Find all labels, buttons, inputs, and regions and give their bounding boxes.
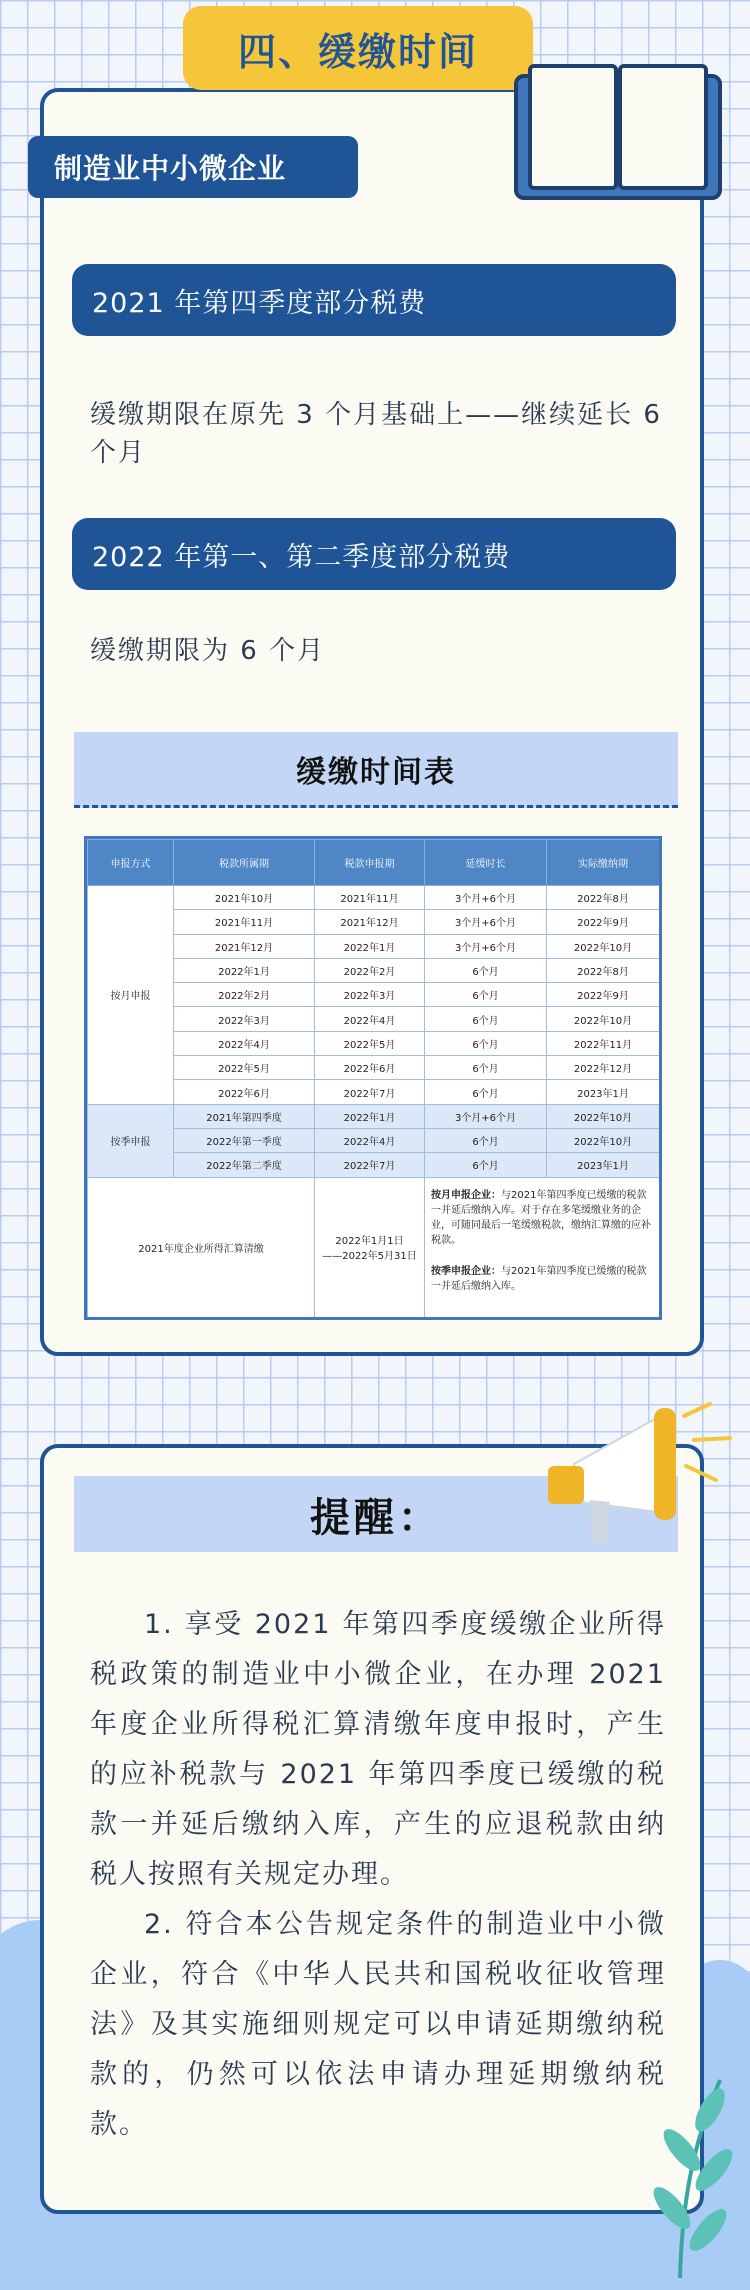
annual-period-cell: [315, 1177, 425, 1317]
table-cell: 6个月: [425, 1128, 547, 1152]
table-cell: 2022年7月: [315, 1153, 425, 1177]
note-quarterly-title: 按季申报企业：: [431, 1265, 501, 1277]
note-quarterly-text: 与2021年第四季度已缓缴的税款一并延后缴纳入库。: [431, 1265, 647, 1292]
table-cell: 2021年第四季度: [174, 1104, 315, 1128]
schedule-table-title: 缓缴时间表: [74, 732, 678, 808]
table-row: [88, 910, 660, 934]
table-cell: 2022年第二季度: [174, 1153, 315, 1177]
table-cell: 2022年3月: [315, 983, 425, 1007]
note-monthly-text: 与2021年第四季度已缓缴的税款一并延后缴纳入库。对于存在多笔缓缴业务的企业，可随同最后一笔缓缴税款，缴纳汇算缴的应补税款。: [431, 1189, 651, 1246]
table-cell: 2022年4月: [315, 1007, 425, 1031]
note-quarterly: [431, 1264, 653, 1294]
table-cell: 2022年8月: [547, 958, 660, 982]
table-cell: 2022年6月: [174, 1080, 315, 1104]
table-cell: 2022年7月: [315, 1080, 425, 1104]
table-cell: 6个月: [425, 1007, 547, 1031]
table-cell: 2021年12月: [315, 910, 425, 934]
table-header: 延缓时长: [425, 840, 547, 886]
reminder-body: [90, 1600, 666, 2150]
megaphone-icon: [534, 1394, 734, 1554]
section-title: 四、缓缴时间: [183, 6, 533, 90]
leaf-decoration-icon: [610, 2050, 750, 2278]
table-cell: 3个月+6个月: [425, 934, 547, 958]
table-row-annual: [88, 1177, 660, 1317]
table-header-row: [88, 840, 660, 886]
table-cell: 2022年10月: [547, 1007, 660, 1031]
table-cell: 2023年1月: [547, 1080, 660, 1104]
table-cell: 2022年9月: [547, 983, 660, 1007]
table-cell: 2022年12月: [547, 1056, 660, 1080]
reminder-paragraph-1: 1. 享受 2021 年第四季度缓缴企业所得税政策的制造业中小微企业，在办理 2021 年度企业所得税汇算清缴年度申报时，产生的应补税款与 2021 年第四季度已缓缴的税款一并延后缴纳入库，产生的应退税款由纳税人按照有关规定办理。: [90, 1609, 666, 1890]
table-row: [88, 1031, 660, 1055]
table-row: [88, 1153, 660, 1177]
table-cell: 2022年8月: [547, 886, 660, 910]
book-icon: [512, 62, 724, 202]
table-row: [88, 886, 660, 910]
table-cell: 2022年2月: [315, 958, 425, 982]
table-cell: 2021年12月: [174, 934, 315, 958]
table-cell: 2021年11月: [174, 910, 315, 934]
table-cell: 3个月+6个月: [425, 1104, 547, 1128]
table-cell: 2022年3月: [174, 1007, 315, 1031]
table-row: [88, 958, 660, 982]
table-cell: 2022年2月: [174, 983, 315, 1007]
table-cell: 2022年11月: [547, 1031, 660, 1055]
table-header: 税款所属期: [174, 840, 315, 886]
note-monthly: [431, 1188, 653, 1248]
table-cell: 2022年10月: [547, 934, 660, 958]
q4-tax-bar: 2021 年第四季度部分税费: [72, 264, 676, 336]
table-cell: 6个月: [425, 1031, 547, 1055]
table-row: [88, 934, 660, 958]
table-cell: 2022年1月: [174, 958, 315, 982]
table-cell: 6个月: [425, 1056, 547, 1080]
q12-tax-text: 缓缴期限为 6 个月: [90, 636, 326, 666]
table-header: 申报方式: [88, 840, 174, 886]
table-row: [88, 1080, 660, 1104]
table-row: [88, 1104, 660, 1128]
note-monthly-title: 按月申报企业：: [431, 1189, 501, 1201]
annual-period-end: ——2022年5月31日: [322, 1251, 417, 1263]
table-row: [88, 983, 660, 1007]
industry-badge: 制造业中小微企业: [28, 136, 358, 198]
filing-method-cell: 按季申报: [88, 1104, 174, 1177]
annual-period-start: 2022年1月1日: [335, 1236, 404, 1248]
table-header: 税款申报期: [315, 840, 425, 886]
table-cell: 2022年4月: [174, 1031, 315, 1055]
annual-note-cell: [425, 1177, 660, 1317]
table-cell: 3个月+6个月: [425, 886, 547, 910]
table-row: [88, 1056, 660, 1080]
table-row: [88, 1128, 660, 1152]
table-cell: 2022年4月: [315, 1128, 425, 1152]
table-header: 实际缴纳期: [547, 840, 660, 886]
table-cell: 6个月: [425, 1153, 547, 1177]
q4-tax-text: 缓缴期限在原先 3 个月基础上——继续延长 6 个月: [90, 400, 662, 468]
table-cell: 2022年6月: [315, 1056, 425, 1080]
table-cell: 2022年10月: [547, 1104, 660, 1128]
table-cell: 6个月: [425, 1080, 547, 1104]
table-cell: 2021年10月: [174, 886, 315, 910]
annual-settlement-label: 2021年度企业所得汇算清缴: [88, 1177, 315, 1317]
q12-tax-bar: 2022 年第一、第二季度部分税费: [72, 518, 676, 590]
table-cell: 2022年1月: [315, 934, 425, 958]
table-cell: 3个月+6个月: [425, 910, 547, 934]
reminder-title: 提醒：: [74, 1476, 678, 1552]
table-cell: 6个月: [425, 958, 547, 982]
table-cell: 6个月: [425, 983, 547, 1007]
table-cell: 2022年9月: [547, 910, 660, 934]
table-cell: 2022年5月: [315, 1031, 425, 1055]
table-cell: 2023年1月: [547, 1153, 660, 1177]
table-cell: 2022年5月: [174, 1056, 315, 1080]
reminder-paragraph-2: 2. 符合本公告规定条件的制造业中小微企业，符合《中华人民共和国税收征收管理法》及其实施细则规定可以申请延期缴纳税款的，仍然可以依法申请办理延期缴纳税款。: [90, 1909, 666, 2140]
table-cell: 2022年1月: [315, 1104, 425, 1128]
table-row: [88, 1007, 660, 1031]
table-cell: 2022年10月: [547, 1128, 660, 1152]
table-cell: 2022年第一季度: [174, 1128, 315, 1152]
schedule-table: [84, 836, 662, 1320]
filing-method-cell: 按月申报: [88, 886, 174, 1105]
table-cell: 2021年11月: [315, 886, 425, 910]
